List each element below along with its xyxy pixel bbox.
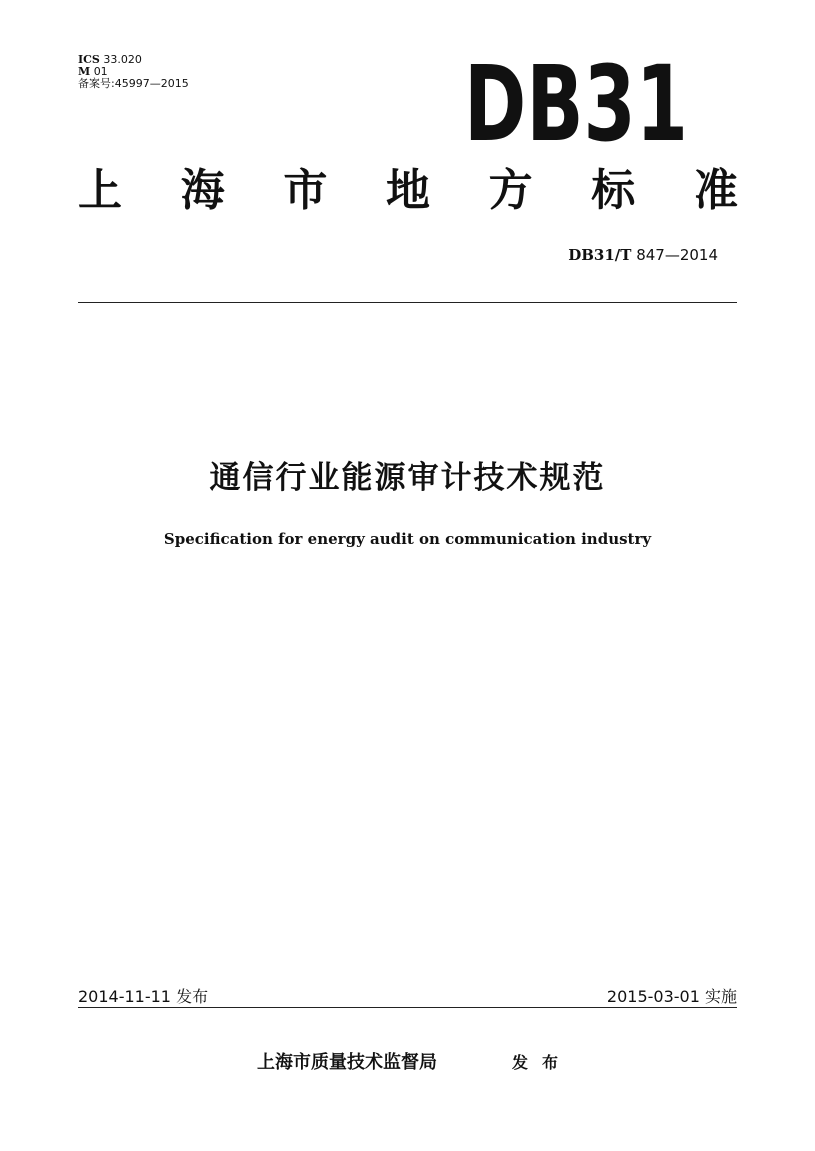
local-standard-char: 准 xyxy=(693,165,738,216)
class-label: M xyxy=(78,65,91,78)
ics-label: ICS xyxy=(78,53,100,66)
record-label: 备案号 xyxy=(78,77,111,90)
db31-logo xyxy=(462,43,690,165)
document-title-en: Specification for energy audit on communication industry xyxy=(163,530,652,548)
ics-code: 33.020 xyxy=(103,53,142,66)
document-title-cn: 通信行业能源审计技术规范 xyxy=(209,460,606,496)
local-standard-char: 地 xyxy=(385,165,430,216)
implement-date: 2015-03-01 实施 xyxy=(606,987,737,1006)
class-code: 01 xyxy=(93,65,108,78)
bottom-divider xyxy=(78,1007,737,1008)
issue-label: 发布 xyxy=(512,1053,573,1072)
classification-block xyxy=(78,54,189,90)
publish-date: 2014-11-11 发布 xyxy=(78,987,209,1006)
record-number: :45997—2015 xyxy=(111,77,189,90)
standard-prefix: DB31/T xyxy=(568,246,632,264)
local-standard-heading xyxy=(78,163,738,219)
local-standard-char: 方 xyxy=(488,165,533,216)
local-standard-char: 上 xyxy=(78,165,122,216)
logo-text: DB31 xyxy=(464,43,688,165)
standard-number xyxy=(568,246,718,264)
local-standard-char: 海 xyxy=(180,165,225,216)
record-line xyxy=(78,78,189,90)
local-standard-char: 标 xyxy=(591,165,636,216)
top-divider xyxy=(78,302,737,303)
issuing-authority: 上海市质量技术监督局 xyxy=(257,1052,437,1073)
standard-code: 847—2014 xyxy=(636,246,718,264)
local-standard-char: 市 xyxy=(283,165,328,216)
